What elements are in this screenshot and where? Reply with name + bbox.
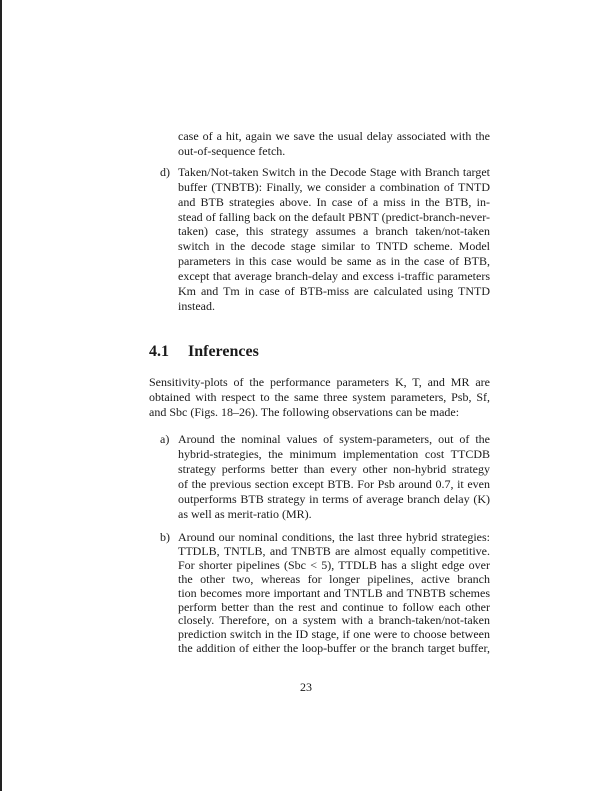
text-line: out-of-sequence fetch. [178, 143, 286, 158]
text-line: Taken/Not-taken Switch in the Decode Stage with Branch target [178, 165, 490, 179]
text-line: except that average branch-delay and excess i-traffic parameters [178, 268, 490, 283]
item-a-label: a) [160, 432, 170, 446]
text-line: instead. [178, 298, 215, 313]
text-line: outperforms BTB strategy in terms of average branch delay (K) [178, 492, 490, 506]
item-d-label: d) [160, 165, 170, 179]
text-line: and Sbc (Figs. 18–26). The following observations can be made: [149, 405, 460, 419]
text-line: perform better than the rest and continue to follow each other [178, 599, 490, 614]
text-line: Km and Tm in case of BTB-miss are calculated using TNTD [178, 283, 490, 298]
text-line: tion becomes more important and TNTLB and TNBTB schemes [178, 585, 490, 600]
text-line: strategy performs better than every other non-hybrid strategy [178, 462, 490, 476]
text-line: Around the nominal values of system-parameters, out of the [178, 432, 490, 446]
page-number: 23 [300, 680, 312, 694]
text-line: buffer (TNBTB): Finally, we consider a combination of TNTD [178, 179, 490, 194]
text-line: as well as merit-ratio (MR). [178, 507, 312, 521]
text-line: Around our nominal conditions, the last three hybrid strategies: [178, 530, 490, 544]
text-line: TTDLB, TNTLB, and TNBTB are almost equally competitive. [178, 543, 490, 558]
text-line: of the previous section except BTB. For Psb around 0.7, it even [178, 477, 490, 491]
text-line: prediction switch in the ID stage, if one were to choose between [178, 627, 490, 642]
text-line: switch in the decode stage similar to TNTD scheme. Model [178, 239, 490, 254]
text-line: the addition of either the loop-buffer or the branch target buffer, [178, 641, 490, 656]
text-line: For shorter pipelines (Sbc < 5), TTDLB has a slight edge over [178, 557, 490, 572]
scan-edge-border [0, 0, 2, 791]
text-line: and BTB strategies above. In case of a miss in the BTB, in- [178, 194, 490, 209]
text-line: taken) case, this strategy assumes a branch taken/not-taken [178, 224, 490, 239]
text-line: the other two, whereas for longer pipelines, active branch [178, 571, 490, 586]
text-line: case of a hit, again we save the usual delay associated with the [178, 129, 490, 143]
text-line: closely. Therefore, on a system with a branch-taken/not-taken [178, 613, 490, 628]
item-b-label: b) [160, 530, 170, 544]
text-line: obtained with respect to the same three system parameters, Psb, Sf, [149, 390, 490, 404]
text-line: Sensitivity-plots of the performance parameters K, T, and MR are [149, 375, 490, 389]
text-line: parameters in this case would be same as in the case of BTB, [178, 254, 490, 269]
text-line: hybrid-strategies, the minimum implementation cost TTCDB [178, 447, 490, 461]
section-number: 4.1 [149, 343, 169, 360]
section-title: Inferences [188, 343, 259, 360]
text-line: stead of falling back on the default PBNT (predict-branch-never- [178, 209, 490, 224]
